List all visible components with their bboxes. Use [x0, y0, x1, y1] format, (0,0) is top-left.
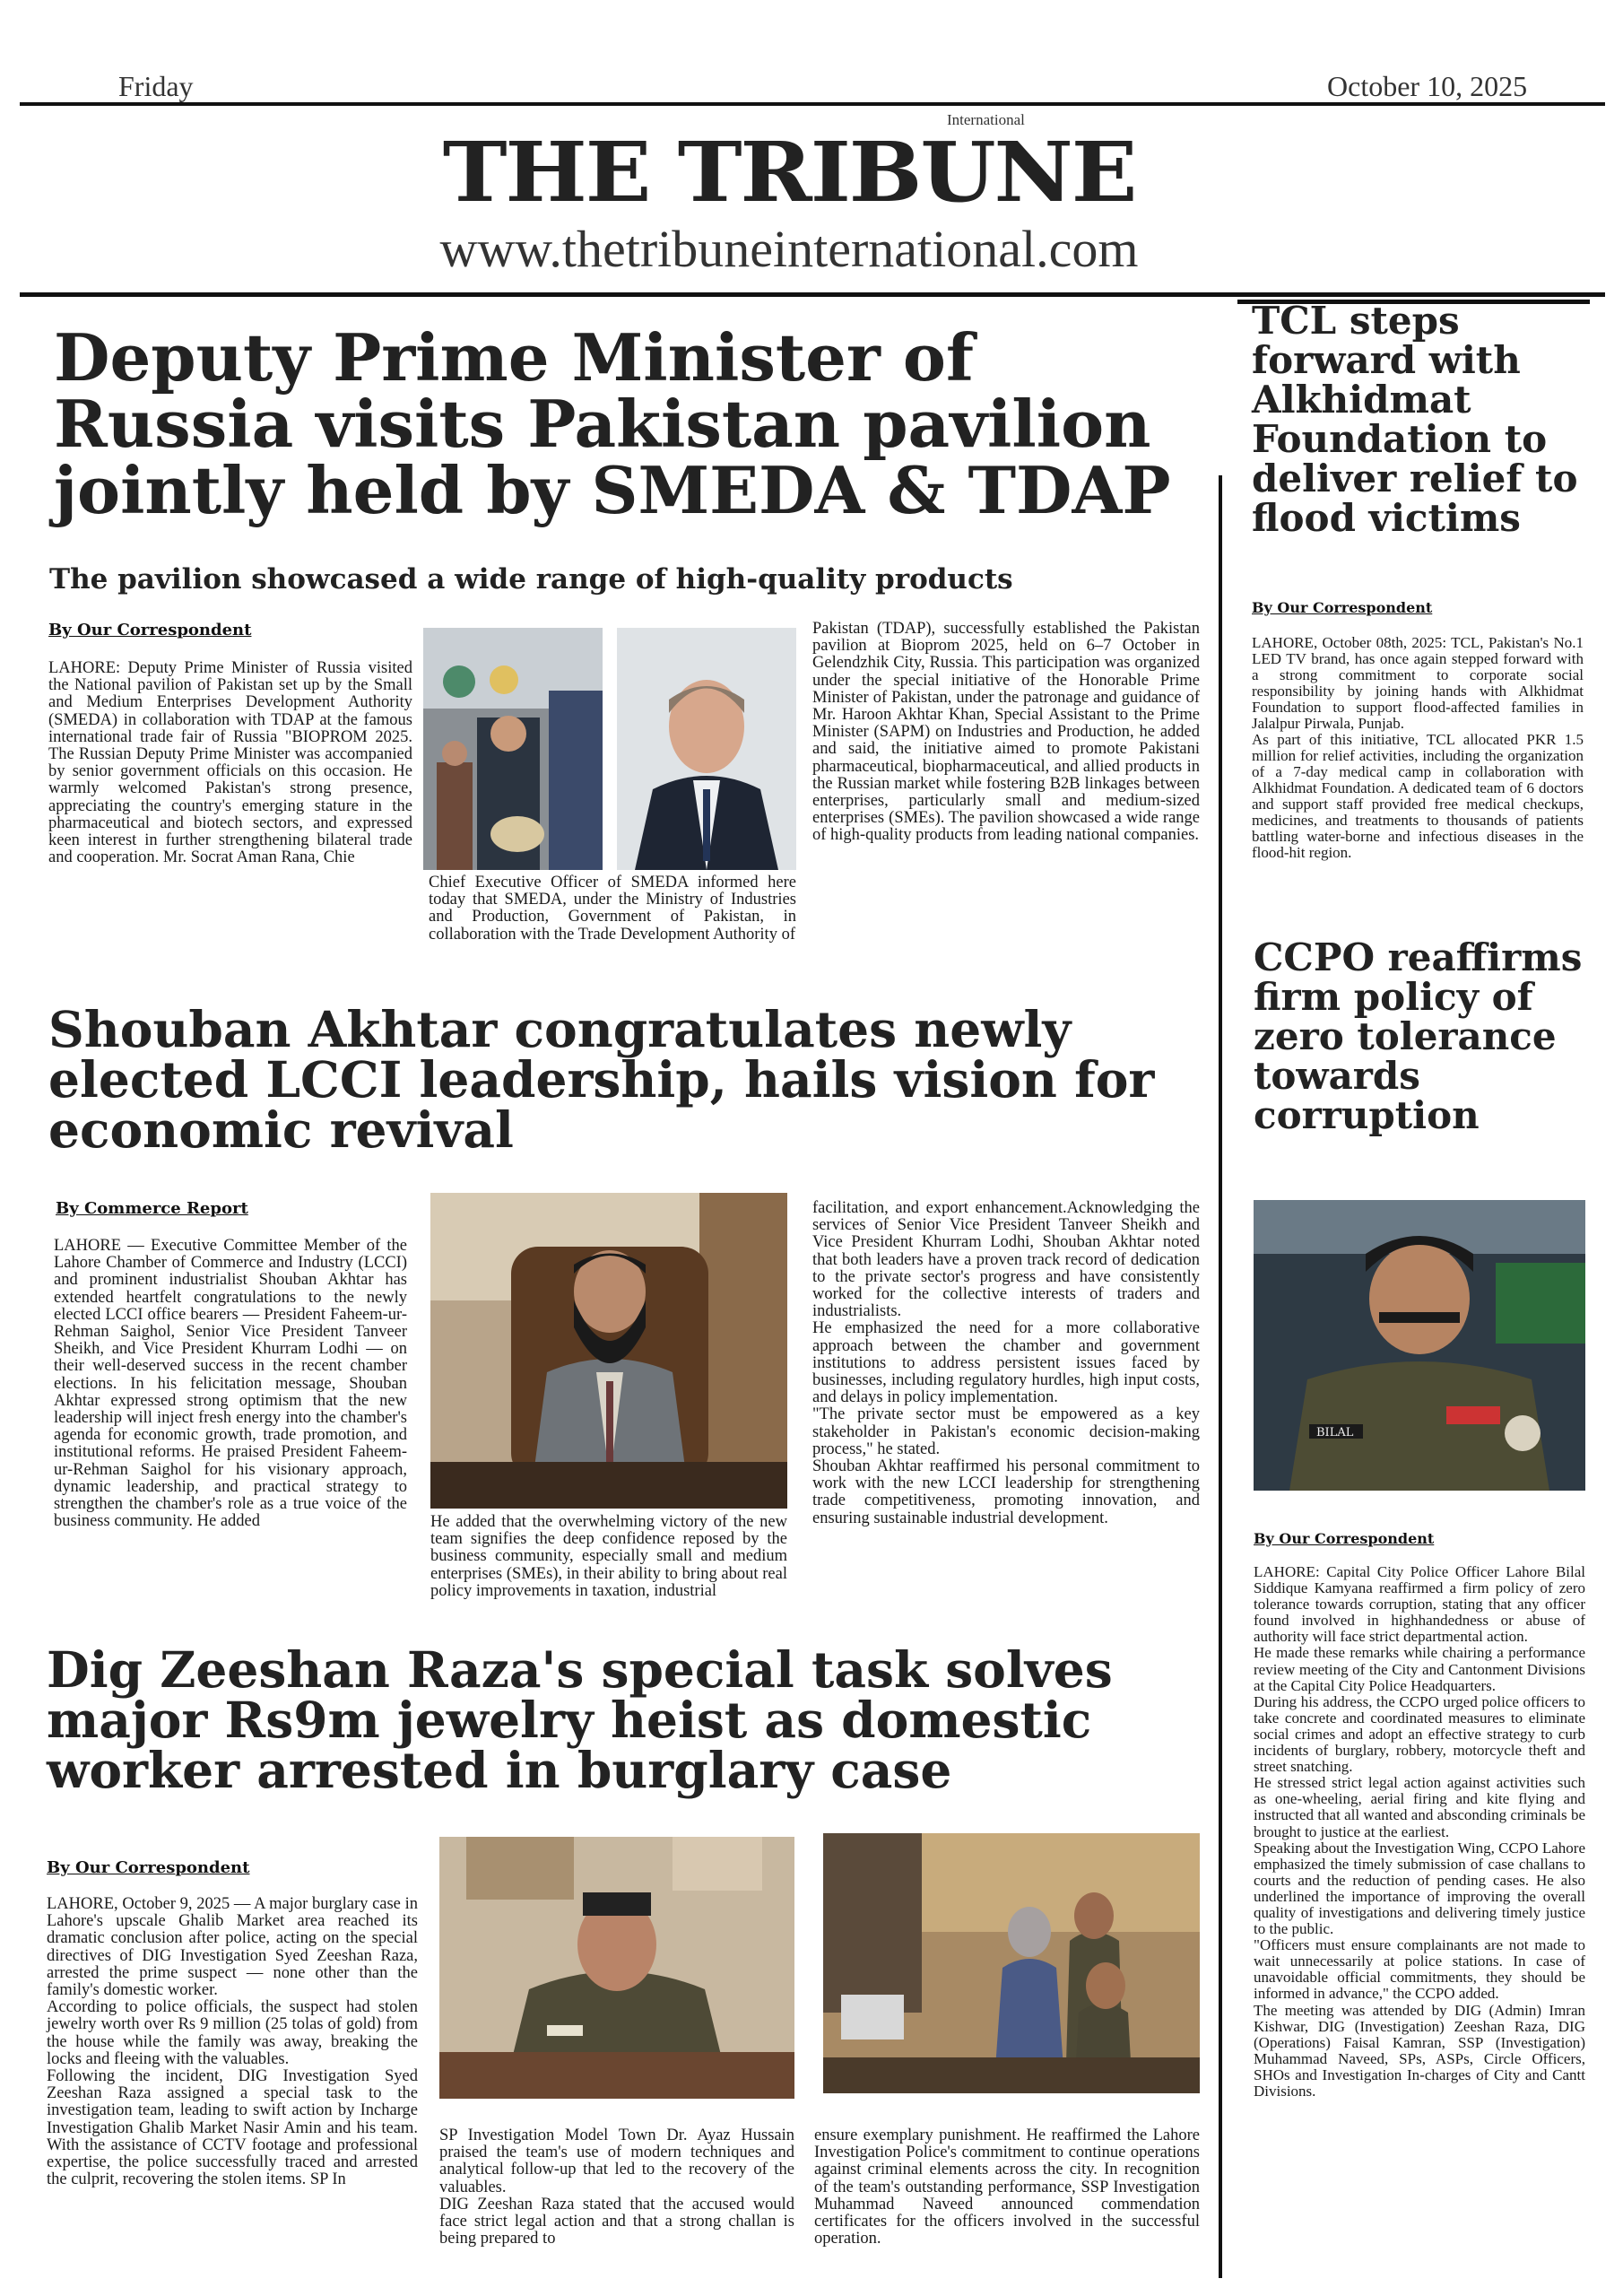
column-divider [1219, 475, 1222, 2278]
story3-photo-dig [439, 1837, 794, 2099]
story3-col2 [439, 2127, 794, 2248]
story3-photo-arrest [823, 1833, 1200, 2093]
story2-col3 [812, 1200, 1200, 1527]
story1-photo-official [617, 628, 796, 870]
masthead-date: October 10, 2025 [1327, 70, 1528, 102]
story1-headline[interactable]: Deputy Prime Minister of Russia visits Pakistan pavilion jointly held by SMEDA & TDAP [54, 319, 1171, 528]
story3-col2-para: DIG Zeeshan Raza stated that the accused would face strict legal action and that a strong challan is being prepared to [439, 2195, 794, 2248]
story1-deck: The pavilion showcased a wide range of high-quality products [49, 563, 1013, 596]
sidebar2-headline[interactable]: CCPO reaffirms firm policy of zero tolerance towards corruption [1254, 935, 1583, 1137]
story1-photo-pavilion [423, 628, 603, 870]
story2-byline: By Commerce Report [56, 1199, 248, 1218]
story1-byline: By Our Correspondent [48, 621, 252, 639]
story3-col1-para: LAHORE, October 9, 2025 — A major burglary case in Lahore's upscale Ghalib Market area reached its dramatic conclusion after police, acting on the special directives of DIG Investigation Syed Zeeshan Raza, arrested the prime suspect — none other than the family's domestic worker. [47, 1895, 418, 2000]
story2-photo-shouban-akhtar [430, 1193, 787, 1509]
masthead-day: Friday [118, 70, 194, 102]
story3-col1-para: Following the incident, DIG Investigation Syed Zeeshan Raza assigned a special task to the investigation team, leading to swift action by Incharge Investigation Ghalib Market Nasir Amin and his team. With the assistance of CCTV footage and professional expertise, the police successfully traced and arrested the culprit, recovering the stolen items. SP In [47, 2067, 418, 2189]
masthead-bottom-rule [20, 292, 1605, 297]
story3-col1-para: According to police officials, the suspect had stolen jewelry worth over Rs 9 million (25 tolas of gold) from the house while the family was away, breaking the locks and fleeing with the valuables. [47, 1998, 418, 2068]
sidebar1-headline[interactable]: TCL steps forward with Alkhidmat Foundation to deliver relief to flood victims [1252, 299, 1578, 540]
story3-headline[interactable]: Dig Zeeshan Raza's special task solves major Rs9m jewelry heist as domestic worker arrested in burglary case [47, 1640, 1113, 1799]
story2-headline[interactable]: Shouban Akhtar congratulates newly elected LCCI leadership, hails vision for economic revival [48, 1000, 1155, 1159]
story1-col2: Chief Executive Officer of SMEDA informed here today that SMEDA, under the Ministry of Industries and Production, Government of Pakistan, in collaboration with the Trade Development Authority of [429, 874, 796, 944]
ccpo-name-badge: BILAL [1316, 1426, 1354, 1439]
sidebar1-para: As part of this initiative, TCL allocated PKR 1.5 million for relief activities, including the organization of a 7-day medical camp in collaboration with Alkhidmat Foundation. A dedicated team of 6 doctors and support staff provided free medical checkups, medicines, and treatments to thousands of patients battling water-borne and infectious diseases in the flood-hit region. [1252, 731, 1584, 861]
sidebar2-byline: By Our Correspondent [1254, 1530, 1435, 1547]
sidebar2-para: During his address, the CCPO urged police officers to take concrete and coordinated measures to eliminate social crimes and adopt an effective strategy to curb incidents of burglary, robbery, motorcycle theft and street snatching. [1254, 1692, 1585, 1776]
sidebar2-para: The meeting was attended by DIG (Admin) Imran Kishwar, DIG (Investigation) Zeeshan Raza, DIG (Operations) Faisal Kamran, SSP (Investigation) Muhammad Naveed, SPs, ASPs, Circle Officers, SHOs and Investigation In-charges of City and Cantt Divisions. [1254, 2001, 1585, 2100]
sidebar2-para: He stressed strict legal action against activities such as one-wheeling, aerial firing and kite flying and instructed that all wanted and absconding criminals be brought to justice at the earliest. [1254, 1774, 1585, 1840]
sidebar2-para: He made these remarks while chairing a performance review meeting of the City and Cantonment Divisions at the Capital City Police Headquarters. [1254, 1644, 1585, 1694]
story2-col3-para: "The private sector must be empowered as a key stakeholder in Pakistan's economic decision-making process," he stated. [812, 1405, 1200, 1458]
sidebar1-body [1252, 635, 1584, 861]
story2-col3-para: He emphasized the need for a more collaborative approach between the chamber and government institutions to address persistent issues faced by businesses, including regulatory hurdles, high input costs, and delays in policy implementation. [812, 1319, 1200, 1407]
masthead-top-rule [20, 102, 1605, 106]
story3-col2-para: SP Investigation Model Town Dr. Ayaz Hussain praised the team's use of modern techniques and analytical follow-up that led to the recovery of the valuables. [439, 2126, 794, 2196]
story2-col3-para: facilitation, and export enhancement.Acknowledging the services of Senior Vice President Tanveer Sheikh and Vice President Khurram Lodhi, Shouban Akhtar noted that both leaders have a proven track record of dedication to the private sector's progress and have consistently worked for the collective interests of traders and industrialists. [812, 1199, 1200, 1321]
masthead-url[interactable]: www.thetribuneinternational.com [439, 220, 1139, 278]
story3-col1 [47, 1896, 418, 2188]
sidebar2-para: "Officers must ensure complainants are not made to wait unnecessarily at police stations. In case of unavoidable official commitments, they should be informed in advance," the CCPO added. [1254, 1936, 1585, 2003]
sidebar2-photo-ccpo [1254, 1200, 1585, 1491]
sidebar2-body [1254, 1564, 1585, 2100]
story1-col3: Pakistan (TDAP), successfully established the Pakistan pavilion at Bioprom 2025, held on 6–7 October in Gelendzhik City, Russia. This participation was organized under the special initiative of the Honorable Prime Minister of Pakistan, under the patronage and guidance of Mr. Haroon Akhtar Khan, Special Assistant to the Prime Minister (SAPM) on Industries and Production, he added and said, the initiative aimed to promote Pakistani pharmaceutical, biopharmaceutical, and allied products in the Russian market while fostering B2B linkages between enterprises, particularly small and medium-sized enterprises (SMEs). The pavilion showcased a wide range of high-quality products from leading national companies. [812, 620, 1200, 845]
story3-byline: By Our Correspondent [47, 1858, 250, 1877]
masthead-edition: International [947, 111, 1025, 128]
story1-col1: LAHORE: Deputy Prime Minister of Russia visited the National pavilion of Pakistan set up by the Small and Medium Enterprises Development Authority (SMEDA) in collaboration with TDAP at the famous international trade fair of Russia "BIOPROM 2025. The Russian Deputy Prime Minister was accompanied by senior government officials on this occasion. He warmly welcomed Pakistan's strong presence, appreciating the country's emerging stature in the pharmaceutical and biotech sectors, and expressed keen interest in further strengthening bilateral trade and cooperation. Mr. Socrat Aman Rana, Chie [48, 659, 412, 867]
story2-col1: LAHORE — Executive Committee Member of the Lahore Chamber of Commerce and Industry (LCCI) and prominent industrialist Shouban Akhtar has extended heartfelt congratulations to the newly elected LCCI office bearers — President Faheem-ur-Rehman Saighol, Senior Vice President Tanveer Sheikh, and Vice President Khurram Lodhi — on their well-deserved success in the recent chamber elections. In his felicitation message, Shouban Akhtar expressed strong optimism that the new leadership will inject fresh energy into the chamber's agenda for economic growth, trade promotion, and institutional reforms. He praised President Faheem-ur-Rehman Saighol for his visionary approach, dynamic leadership, and practical strategy to strengthen the chamber's role as a true voice of the business community. He added [54, 1237, 407, 1531]
sidebar1-para: LAHORE, October 08th, 2025: TCL, Pakistan's No.1 LED TV brand, has once again stepped forward with a strong commitment to corporate social responsibility by joining hands with Alkhidmat Foundation to support flood-affected families in Jalalpur Pirwala, Punjab. [1252, 634, 1584, 732]
sidebar2-para: Speaking about the Investigation Wing, CCPO Lahore emphasized the timely submission of case challans to courts and the reduction of pending cases. He also underlined the importance of improving the overall quality of investigations and delivering timely justice to the public. [1254, 1839, 1585, 1938]
sidebar1-byline: By Our Correspondent [1252, 599, 1433, 616]
story2-col3-para: Shouban Akhtar reaffirmed his personal commitment to work with the new LCCI leadership for strengthening trade competitiveness, promoting innovation, and ensuring sustainable industrial development. [812, 1457, 1200, 1527]
story3-col3: ensure exemplary punishment. He reaffirmed the Lahore Investigation Police's commitment to continue operations against criminal elements across the city. In recognition of the team's outstanding performance, SSP Investigation Muhammad Naveed announced commendation certificates for the officers involved in the successful operation. [814, 2126, 1200, 2248]
masthead-title[interactable]: THE TRIBUNE [442, 124, 1136, 221]
story2-col2: He added that the overwhelming victory of the new team signifies the deep confidence reposed by the business community, especially small and medium enterprises (SMEs), in their ability to bring about real policy improvements in taxation, industrial [430, 1513, 787, 1600]
sidebar2-para: LAHORE: Capital City Police Officer Lahore Bilal Siddique Kamyana reaffirmed a firm policy of zero tolerance towards corruption, stating that any officer found involved in highhandedness or abuse of authority will face strict departmental action. [1254, 1563, 1585, 1646]
